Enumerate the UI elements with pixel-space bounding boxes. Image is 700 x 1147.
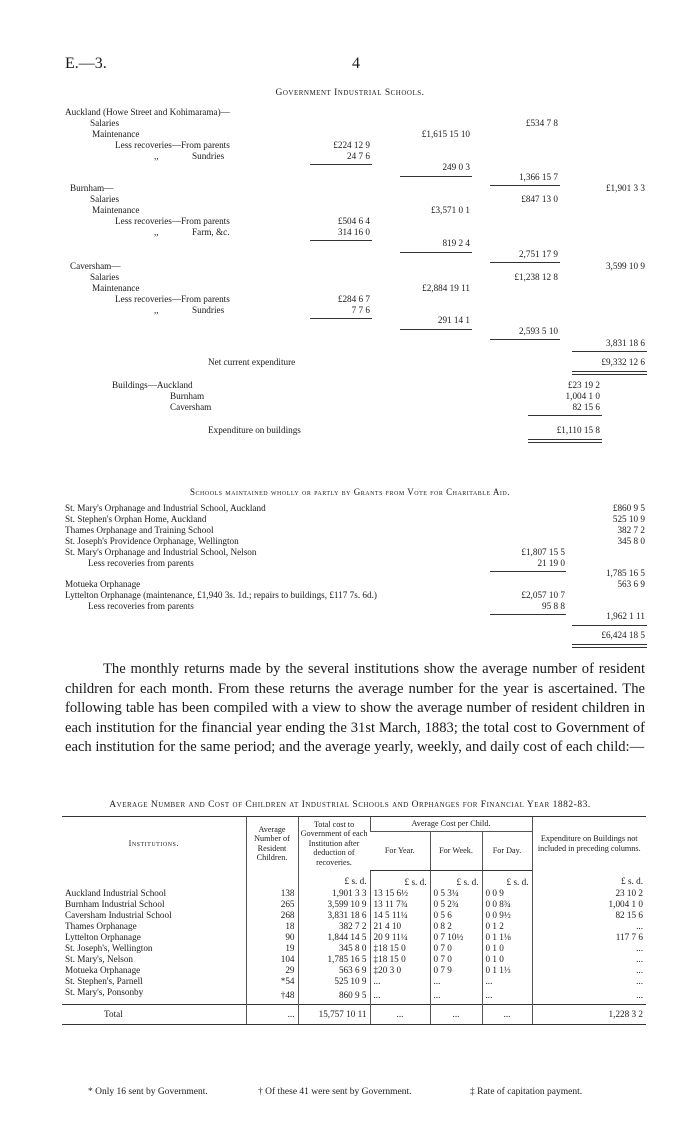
charity-line-4: St. Joseph's Providence Orphanage, Wellington xyxy=(65,536,239,546)
burnham-maintenance-net: 2,751 17 9 xyxy=(518,249,558,259)
nelson-less-amount: 21 19 0 xyxy=(537,558,565,568)
cost-week-cell: 0 7 0 xyxy=(430,954,482,965)
table-row xyxy=(62,954,646,965)
total-cost-cell: 860 9 5 xyxy=(298,987,370,1005)
total-cost-cell: 1,844 14 5 xyxy=(298,932,370,943)
table-row xyxy=(62,976,646,987)
auckland-total: £1,901 3 3 xyxy=(605,183,645,193)
lyttelton-less-amount: 95 8 8 xyxy=(542,601,565,611)
buildings-cell: 1,228 3 2 xyxy=(532,1004,646,1024)
avg-number-cell: 265 xyxy=(246,899,298,910)
buildings-caversham-amount: 82 15 6 xyxy=(572,402,600,412)
cost-day-cell: 0 0 8¾ xyxy=(482,899,532,910)
caversham-sundries-amount: 7 7 6 xyxy=(351,305,370,315)
charity-amount-3: 382 7 2 xyxy=(617,525,645,535)
auckland-ditto-mark: ,, xyxy=(154,151,159,161)
caversham-salaries-amount: £1,238 12 8 xyxy=(514,272,558,282)
institution-cell: Lyttelton Orphanage xyxy=(65,931,141,942)
burnham-less-label: Less recoveries—From parents xyxy=(115,216,230,226)
cost-year-cell: 14 5 11¼ xyxy=(370,910,430,921)
buildings-cell: ... xyxy=(532,965,646,976)
institution-cell: Total xyxy=(62,1004,246,1024)
cost-day-cell: 0 1 2 xyxy=(482,921,532,932)
col-header-for-year: For Year. xyxy=(370,831,430,870)
lyttelton-net-amount: 1,962 1 11 xyxy=(606,611,645,621)
col-header-avg-number: Average Number of Resident Children. xyxy=(246,817,298,871)
auckland-less-label: Less recoveries—From parents xyxy=(115,140,230,150)
charity-line-8: Lyttelton Orphanage (maintenance, £1,940 3s. 1d.; repairs to buildings, £117 7s. 6d.) xyxy=(65,590,377,600)
cost-day-cell: ... xyxy=(482,976,532,987)
caversham-maintenance-amount: £2,884 19 11 xyxy=(422,283,470,293)
cost-week-cell: ... xyxy=(430,1004,482,1024)
table-row xyxy=(62,921,646,932)
institution-cell: St. Stephen's, Parnell xyxy=(65,975,143,986)
auckland-maintenance-amount: £1,615 15 10 xyxy=(421,129,470,139)
burnham-ditto-mark: ,, xyxy=(154,227,159,237)
buildings-cell: ... xyxy=(532,943,646,954)
page-reference: E.—3. xyxy=(65,55,107,72)
auckland-parents-amount: £224 12 9 xyxy=(333,140,370,150)
avg-number-cell: 268 xyxy=(246,910,298,921)
burnham-farm-amount: 314 16 0 xyxy=(337,227,370,237)
charity-line-2: St. Stephen's Orphan Home, Auckland xyxy=(65,514,207,524)
table-total-row xyxy=(62,1004,646,1024)
table-row xyxy=(62,932,646,943)
charity-total: £6,424 18 5 xyxy=(601,630,645,640)
total-cost-cell: 382 7 2 xyxy=(298,921,370,932)
footnote-1: * Only 16 sent by Government. xyxy=(88,1087,208,1097)
col-header-for-day: For Day. xyxy=(482,831,532,870)
table-row xyxy=(62,965,646,976)
cost-year-cell: ‡18 15 0 xyxy=(370,943,430,954)
footnote-3: ‡ Rate of capitation payment. xyxy=(470,1087,583,1097)
cost-day-cell: 0 1 0 xyxy=(482,943,532,954)
total-cost-cell: 3,599 10 9 xyxy=(298,899,370,910)
charity-line-6: Less recoveries from parents xyxy=(88,558,194,568)
cost-week-cell: 0 5 6 xyxy=(430,910,482,921)
cost-year-cell: 21 4 10 xyxy=(370,921,430,932)
avg-number-cell: 90 xyxy=(246,932,298,943)
nelson-net-amount: 1,785 16 5 xyxy=(605,568,645,578)
buildings-cell: 1,004 1 0 xyxy=(532,899,646,910)
institution-cell: Caversham Industrial School xyxy=(65,909,172,920)
buildings-cell: ... xyxy=(532,987,646,1005)
avg-number-cell: 104 xyxy=(246,954,298,965)
buildings-auckland-amount: £23 19 2 xyxy=(567,380,600,390)
buildings-cell: 23 10 2 xyxy=(532,888,646,899)
burnham-maintenance-label: Maintenance xyxy=(92,205,140,215)
cost-week-cell: 0 5 3¼ xyxy=(430,888,482,899)
auckland-sundries-label: Sundries xyxy=(192,151,225,161)
motueka-amount: 563 6 9 xyxy=(617,579,645,589)
auckland-salaries-amount: £534 7 8 xyxy=(525,118,558,128)
cost-year-cell: 13 11 7¾ xyxy=(370,899,430,910)
caversham-maintenance-label: Maintenance xyxy=(92,283,140,293)
buildings-cell: 117 7 6 xyxy=(532,932,646,943)
net-current-expenditure-label: Net current expenditure xyxy=(208,357,296,367)
total-cost-cell: 525 10 9 xyxy=(298,976,370,987)
avg-number-cell: 19 xyxy=(246,943,298,954)
unit-label: £ s. d. xyxy=(430,870,482,888)
institution-cell: Thames Orphanage xyxy=(65,920,137,931)
col-header-for-week: For Week. xyxy=(430,831,482,870)
cost-week-cell: 0 7 10½ xyxy=(430,932,482,943)
table-row xyxy=(62,987,646,1005)
burnham-salaries-amount: £847 13 0 xyxy=(521,194,558,204)
burnham-net-recoveries: 819 2 4 xyxy=(442,238,470,248)
expenditure-on-buildings-total: £1,110 15 8 xyxy=(556,425,600,435)
col-header-avg-cost: Average Cost per Child. xyxy=(370,817,532,832)
total-cost-cell: 345 8 0 xyxy=(298,943,370,954)
total-cost-cell: 3,831 18 6 xyxy=(298,910,370,921)
col-header-total-cost: Total cost to Government of each Institution after deduction of recoveries. xyxy=(298,817,370,871)
buildings-cell: ... xyxy=(532,954,646,965)
cost-year-cell: ‡20 3 0 xyxy=(370,965,430,976)
institution-cell: Auckland Industrial School xyxy=(65,887,167,898)
auckland-maintenance-label: Maintenance xyxy=(92,129,140,139)
section-title-government-schools: Government Industrial Schools. xyxy=(275,88,425,98)
body-paragraph xyxy=(65,660,645,758)
burnham-total: 3,599 10 9 xyxy=(605,261,645,271)
charity-amount-4: 345 8 0 xyxy=(617,536,645,546)
caversham-total: 3,831 18 6 xyxy=(605,338,645,348)
cost-day-cell: ... xyxy=(482,987,532,1005)
body-paragraph-text: The monthly returns made by the several institutions show the average number of resident children for each month. From these returns the average number for the year is ascertained. The following table has been compiled with a view to show the average number of resident children in each institution for the financial year ending the 31st March, 1883; the total cost to Government of each institution for the same period; and the average yearly, weekly, and daily cost of each child:— xyxy=(65,661,645,755)
total-cost-cell: 1,901 3 3 xyxy=(298,888,370,899)
cost-year-cell: 20 9 11¼ xyxy=(370,932,430,943)
institution-cell: Motueka Orphanage xyxy=(65,964,141,975)
buildings-cell: ... xyxy=(532,921,646,932)
avg-number-cell: ... xyxy=(246,1004,298,1024)
cost-week-cell: 0 5 2¾ xyxy=(430,899,482,910)
institution-cell: Burnham Industrial School xyxy=(65,898,165,909)
cost-week-cell: 0 7 0 xyxy=(430,943,482,954)
buildings-cell: 82 15 6 xyxy=(532,910,646,921)
total-cost-cell: 1,785 16 5 xyxy=(298,954,370,965)
unit-label: £ s. d. xyxy=(298,870,370,888)
charity-line-9: Less recoveries from parents xyxy=(88,601,194,611)
avg-number-cell: *54 xyxy=(246,976,298,987)
caversham-parents-amount: £284 6 7 xyxy=(337,294,370,304)
institution-cell: St. Mary's, Nelson xyxy=(65,953,134,964)
institution-cell: St. Mary's, Ponsonby xyxy=(65,986,144,997)
burnham-salaries-label: Salaries xyxy=(90,194,120,204)
unit-label: £ s. d. xyxy=(370,870,430,888)
caversham-sundries-label: Sundries xyxy=(192,305,225,315)
buildings-burnham-label: Burnham xyxy=(170,391,205,401)
cost-table xyxy=(62,816,646,1025)
total-cost-cell: 563 6 9 xyxy=(298,965,370,976)
charity-line-1: St. Mary's Orphanage and Industrial School, Auckland xyxy=(65,503,266,513)
cost-year-cell: ... xyxy=(370,976,430,987)
table-row xyxy=(62,910,646,921)
section-title-charitable-aid: Schools maintained wholly or partly by Grants from Vote for Charitable Aid. xyxy=(190,487,510,497)
avg-number-cell: 29 xyxy=(246,965,298,976)
buildings-burnham-amount: 1,004 1 0 xyxy=(565,391,600,401)
buildings-cell: ... xyxy=(532,976,646,987)
lyttelton-gross-amount: £2,057 10 7 xyxy=(521,590,565,600)
unit-label: £ s. d. xyxy=(532,870,646,888)
cost-year-cell: 13 15 6½ xyxy=(370,888,430,899)
cost-year-cell: ... xyxy=(370,1004,430,1024)
avg-number-cell: 18 xyxy=(246,921,298,932)
cost-week-cell: 0 7 9 xyxy=(430,965,482,976)
table-row xyxy=(62,943,646,954)
buildings-caversham-label: Caversham xyxy=(170,402,212,412)
col-header-institutions: Institutions. xyxy=(62,817,246,871)
burnham-parents-amount: £504 6 4 xyxy=(337,216,370,226)
charity-line-3: Thames Orphanage and Training School xyxy=(65,525,214,535)
footnote-2: † Of these 41 were sent by Government. xyxy=(258,1087,412,1097)
auckland-maintenance-net: 1,366 15 7 xyxy=(518,172,558,182)
charity-amount-2: 525 10 9 xyxy=(612,514,645,524)
table-title: Average Number and Cost of Children at Industrial Schools and Orphanges for Financial Year 1882-83. xyxy=(109,800,591,810)
burnham-farm-label: Farm, &c. xyxy=(192,227,230,237)
caversham-salaries-label: Salaries xyxy=(90,272,120,282)
expenditure-on-buildings-label: Expenditure on buildings xyxy=(208,425,301,435)
caversham-net-recoveries: 291 14 1 xyxy=(437,315,470,325)
charity-line-5: St. Mary's Orphanage and Industrial School, Nelson xyxy=(65,547,257,557)
auckland-net-recoveries: 249 0 3 xyxy=(442,162,470,172)
net-current-expenditure-total: £9,332 12 6 xyxy=(601,357,645,367)
table-row xyxy=(62,888,646,899)
charity-amount-1: £860 9 5 xyxy=(612,503,645,513)
cost-day-cell: 0 1 1⅓ xyxy=(482,965,532,976)
cost-week-cell: ... xyxy=(430,976,482,987)
auckland-salaries-label: Salaries xyxy=(90,118,120,128)
cost-day-cell: ... xyxy=(482,1004,532,1024)
institution-cell: St. Joseph's, Wellington xyxy=(65,942,153,953)
avg-number-cell: 138 xyxy=(246,888,298,899)
caversham-less-label: Less recoveries—From parents xyxy=(115,294,230,304)
table-row xyxy=(62,899,646,910)
cost-year-cell: ‡18 15 0 xyxy=(370,954,430,965)
cost-day-cell: 0 1 1⅛ xyxy=(482,932,532,943)
cost-week-cell: ... xyxy=(430,987,482,1005)
cost-week-cell: 0 8 2 xyxy=(430,921,482,932)
total-cost-cell: 15,757 10 11 xyxy=(298,1004,370,1024)
caversham-ditto-mark: ,, xyxy=(154,305,159,315)
avg-number-cell: †48 xyxy=(246,987,298,1005)
nelson-gross-amount: £1,807 15 5 xyxy=(521,547,565,557)
auckland-heading: Auckland (Howe Street and Kohimarama)— xyxy=(65,107,230,117)
caversham-maintenance-net: 2,593 5 10 xyxy=(518,326,558,336)
burnham-maintenance-amount: £3,571 0 1 xyxy=(430,205,470,215)
caversham-heading: Caversham— xyxy=(70,261,121,271)
buildings-auckland-label: Buildings—Auckland xyxy=(112,380,193,390)
auckland-sundries-amount: 24 7 6 xyxy=(347,151,370,161)
cost-day-cell: 0 1 0 xyxy=(482,954,532,965)
cost-year-cell: ... xyxy=(370,987,430,1005)
burnham-heading: Burnham— xyxy=(70,183,114,193)
charity-line-7: Motueka Orphanage xyxy=(65,579,141,589)
unit-label: £ s. d. xyxy=(482,870,532,888)
col-header-buildings: Expenditure on Buildings not included in preceding columns. xyxy=(532,817,646,871)
page-number: 4 xyxy=(352,55,360,72)
cost-day-cell: 0 0 9½ xyxy=(482,910,532,921)
cost-day-cell: 0 0 9 xyxy=(482,888,532,899)
